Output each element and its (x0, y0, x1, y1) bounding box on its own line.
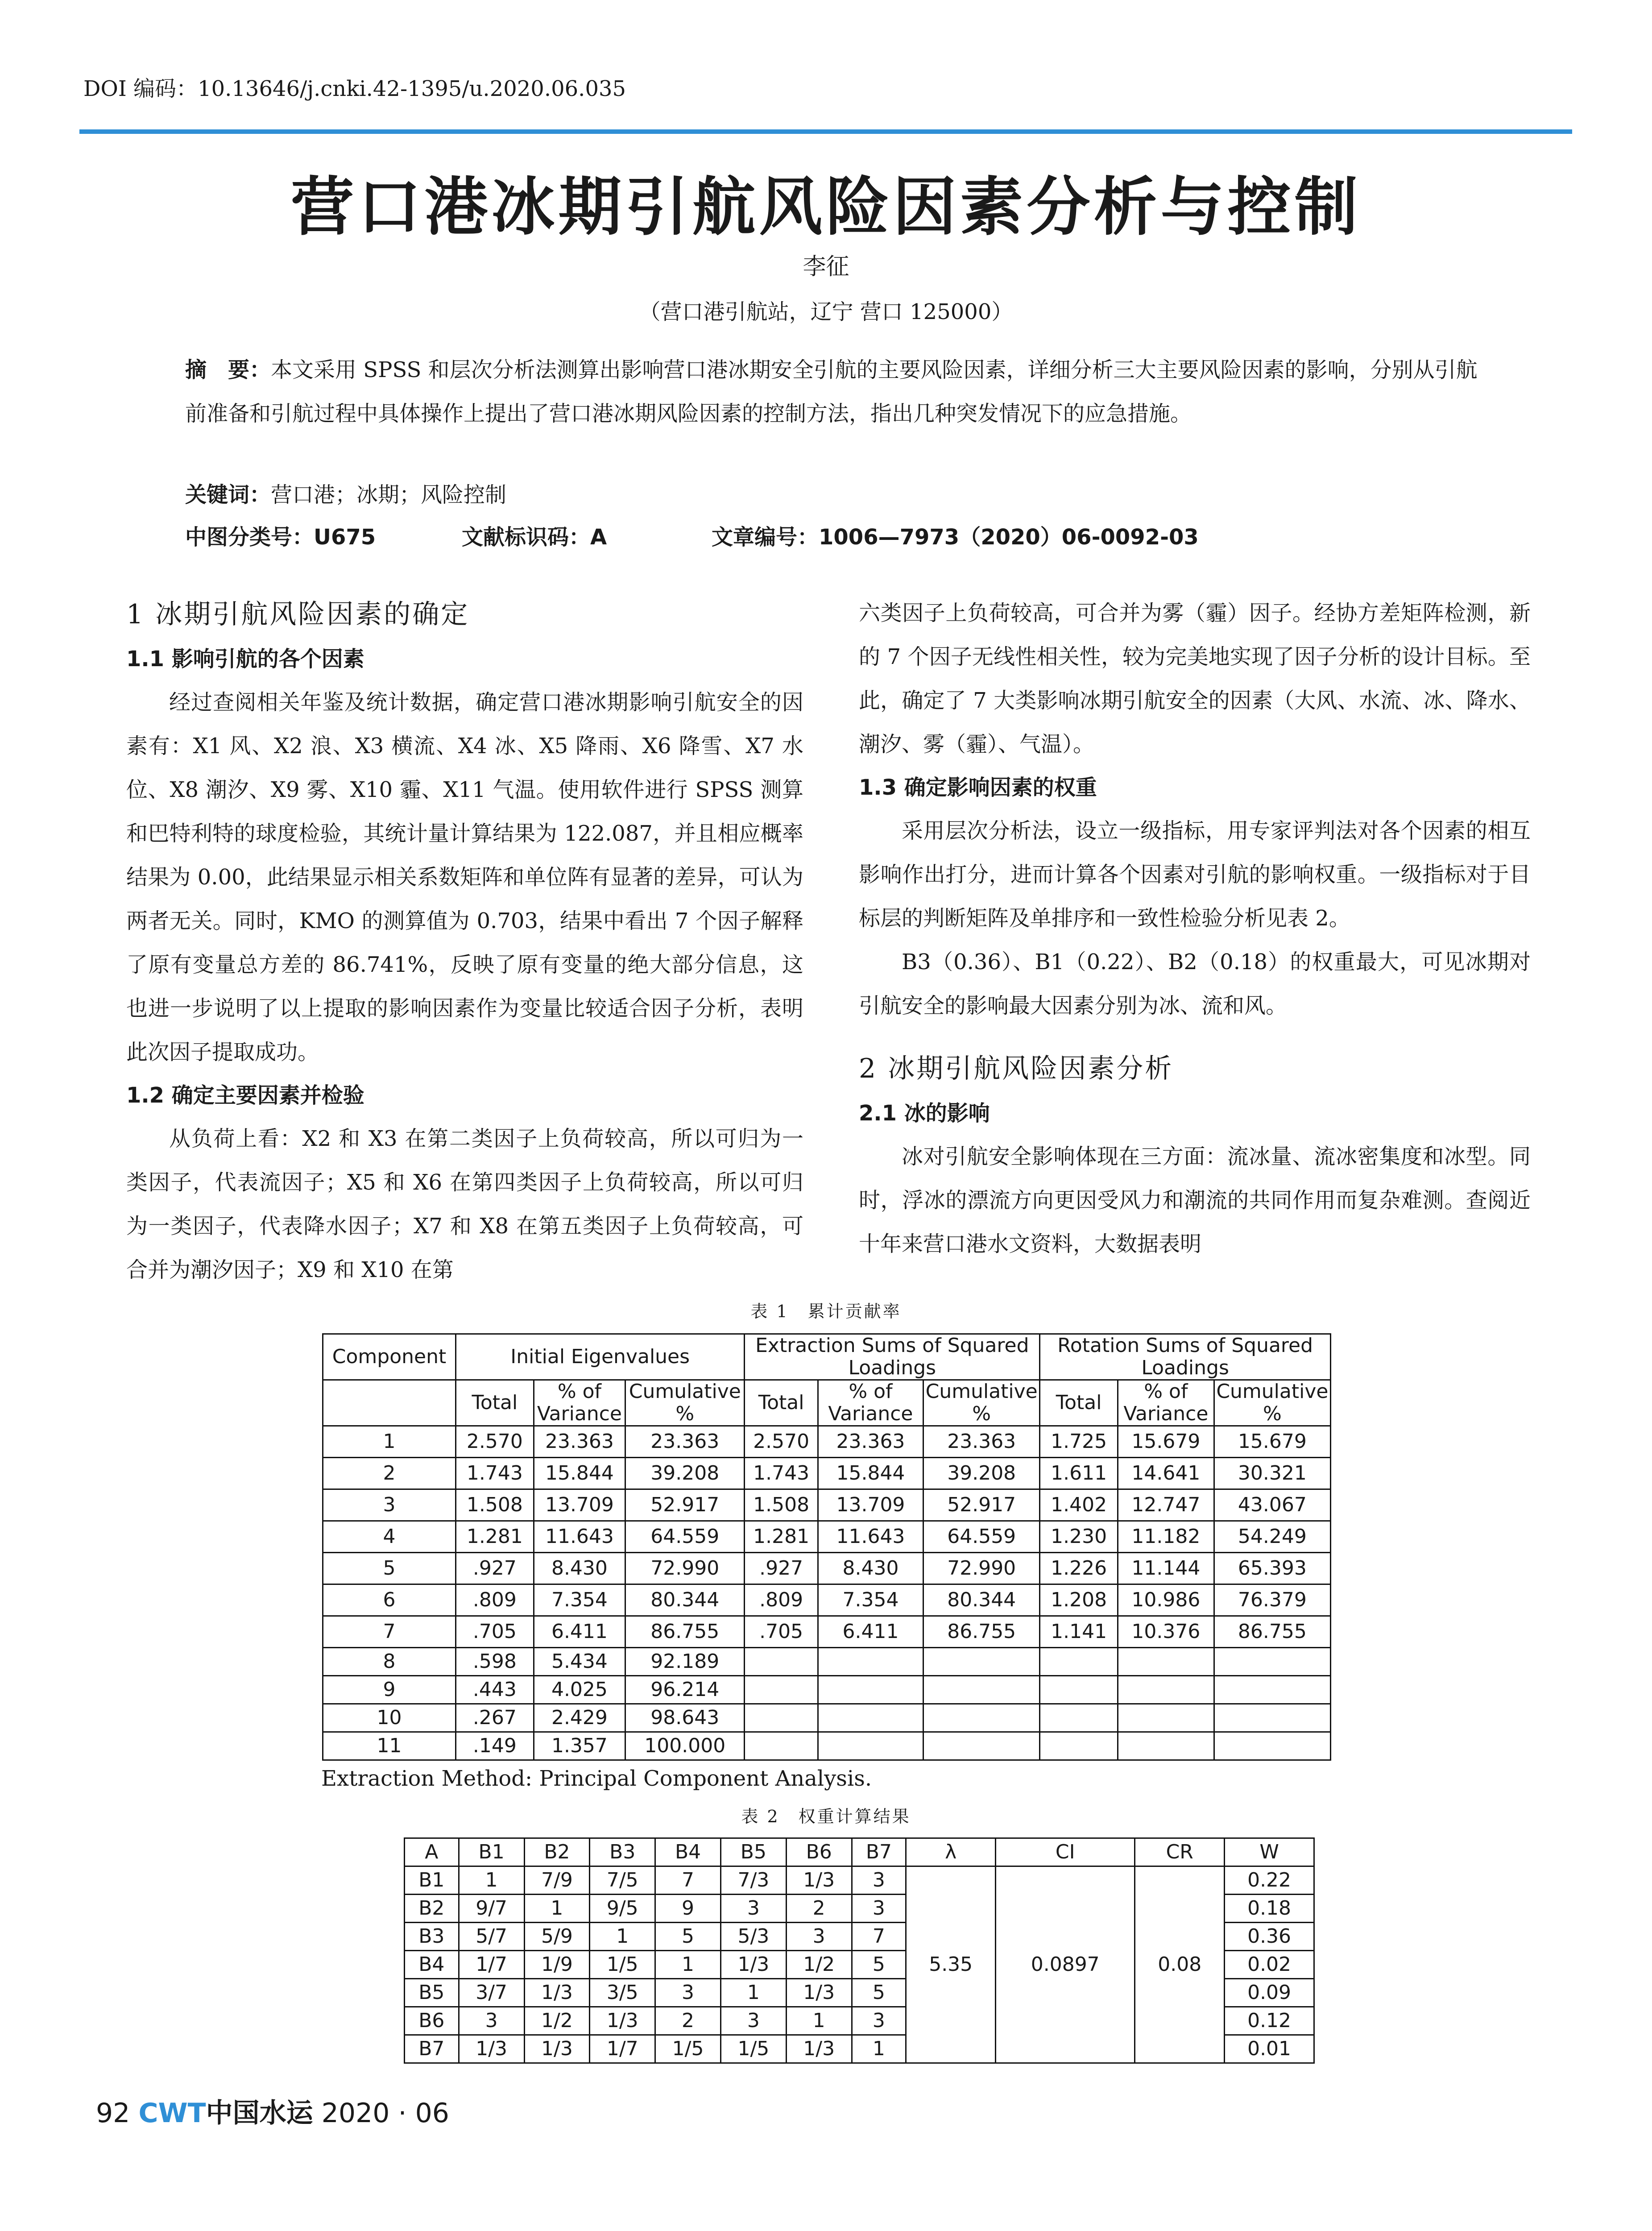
table-row (323, 1521, 1331, 1553)
document-code: 文献标识码：A (462, 525, 607, 550)
table-cell: 100.000 (625, 1732, 745, 1760)
table-cell (818, 1676, 923, 1704)
t1-header-component: Component (323, 1334, 456, 1380)
table-2 (404, 1837, 1315, 2064)
section-1-1-heading: 1.1 影响引航的各个因素 (126, 647, 364, 672)
table-cell (1040, 1732, 1118, 1760)
table-cell (818, 1648, 923, 1676)
table-cell: 10.376 (1118, 1616, 1214, 1648)
table-cell: 7/5 (590, 1866, 655, 1895)
t1-header-rotation: Rotation Sums of Squared Loadings (1040, 1334, 1331, 1380)
table-cell: 80.344 (625, 1584, 745, 1616)
table-cell: 3 (323, 1489, 456, 1521)
table-cell: .149 (456, 1732, 534, 1760)
section-2-1-paragraph: 冰对引航安全影响体现在三方面：流冰量、流冰密集度和冰型。同时，浮冰的漂流方向更因受风力和潮流的共同作用而复杂难测。查阅近十年来营口港水文资料，大数据表明 (859, 1144, 1531, 1256)
section-2-1-heading: 2.1 冰的影响 (859, 1101, 990, 1126)
table-row (323, 1732, 1331, 1760)
table-cell: 96.214 (625, 1676, 745, 1704)
table-cell: 10.986 (1118, 1584, 1214, 1616)
table-cell: 2.570 (456, 1426, 534, 1458)
table-cell: 7 (655, 1866, 721, 1895)
table-2-caption: 表 2 权重计算结果 (741, 1807, 911, 1826)
header-rule (79, 129, 1572, 134)
lambda-cell: 5.35 (906, 1866, 996, 2063)
table-cell: 7 (852, 1923, 906, 1951)
t1-header-total: Total (456, 1380, 534, 1426)
table-row (323, 1704, 1331, 1732)
table-cell: 15.679 (1214, 1426, 1330, 1458)
table-cell: 10 (323, 1704, 456, 1732)
table-cell: 23.363 (923, 1426, 1040, 1458)
table-header-cell: B4 (655, 1838, 721, 1866)
table-cell: 1 (655, 1951, 721, 1979)
table-cell: .927 (745, 1553, 818, 1584)
table-cell: .809 (745, 1584, 818, 1616)
table-cell (1214, 1732, 1330, 1760)
table-cell: 1 (524, 1895, 590, 1923)
table-cell: 9 (655, 1895, 721, 1923)
table-cell: 1.357 (534, 1732, 625, 1760)
table-cell (745, 1732, 818, 1760)
table-cell: 30.321 (1214, 1458, 1330, 1489)
t1-header-extraction: Extraction Sums of Squared Loadings (745, 1334, 1040, 1380)
table-header-cell: λ (906, 1838, 996, 1866)
page-number: 92 (96, 2098, 130, 2129)
table-cell: 5 (852, 1951, 906, 1979)
table-cell: 39.208 (923, 1458, 1040, 1489)
table-cell: 52.917 (923, 1489, 1040, 1521)
table-cell: 72.990 (625, 1553, 745, 1584)
table-header-cell: A (405, 1838, 459, 1866)
table-cell: .443 (456, 1676, 534, 1704)
table-cell: 1/3 (786, 2035, 852, 2063)
section-1-2-paragraph-continued: 六类因子上负荷较高，可合并为雾（霾）因子。经协方差矩阵检测，新的 7 个因子无线性相关性，较为完美地实现了因子分析的设计目标。至此，确定了 7 大类影响冰期引航安全的因素（大风、水流、冰、降水、潮汐、雾（霾）、气温）。 (859, 601, 1531, 757)
table-cell: 1.281 (456, 1521, 534, 1553)
t1-header-variance: % of Variance (534, 1380, 625, 1426)
table-cell (1118, 1676, 1214, 1704)
t1-header-total: Total (1040, 1380, 1118, 1426)
table-row (323, 1676, 1331, 1704)
table-cell: 3/5 (590, 1979, 655, 2007)
table-header-cell: CI (996, 1838, 1135, 1866)
table-cell: 1/3 (459, 2035, 524, 2063)
table-cell: 43.067 (1214, 1489, 1330, 1521)
abstract-text: 本文采用 SPSS 和层次分析法测算出影响营口港冰期安全引航的主要风险因素，详细分析三大主要风险因素的影响，分别从引航前准备和引航过程中具体操作上提出了营口港冰期风险因素的控制方法，指出几种突发情况下的应急措施。 (185, 357, 1478, 426)
table-cell: 1/3 (590, 2007, 655, 2035)
table-cell: .598 (456, 1648, 534, 1676)
table-cell: 7 (323, 1616, 456, 1648)
table-cell: 11.182 (1118, 1521, 1214, 1553)
table-cell: 1/5 (655, 2035, 721, 2063)
section-1-heading: 1 冰期引航风险因素的确定 (126, 599, 470, 630)
keywords-label: 关键词： (185, 482, 271, 507)
journal-name: 中国水运 (206, 2098, 313, 2129)
clc-number: 中图分类号：U675 (185, 525, 376, 550)
ci-cell: 0.0897 (996, 1866, 1135, 2063)
t1-header-total: Total (745, 1380, 818, 1426)
table-cell: 1/5 (590, 1951, 655, 1979)
table-cell: 4.025 (534, 1676, 625, 1704)
table-cell: 8.430 (534, 1553, 625, 1584)
table-cell (1118, 1648, 1214, 1676)
table-cell (1118, 1704, 1214, 1732)
table-cell: 7.354 (818, 1584, 923, 1616)
t1-header-cumulative: Cumulative % (1214, 1380, 1330, 1426)
table-row (405, 1866, 1314, 1895)
table-cell: 1.611 (1040, 1458, 1118, 1489)
table-cell: 1 (720, 1979, 786, 2007)
weight-cell: 0.18 (1225, 1895, 1314, 1923)
author: 李征 (803, 253, 849, 280)
table-cell: 1.230 (1040, 1521, 1118, 1553)
table-cell (923, 1648, 1040, 1676)
section-1-3-paragraph-1: 采用层次分析法，设立一级指标，用专家评判法对各个因素的相互影响作出打分，进而计算各个因素对引航的影响权重。一级指标对于目标层的判断矩阵及单排序和一致性检验分析见表 2。 (859, 818, 1531, 931)
table-row (323, 1616, 1331, 1648)
table-header-cell: W (1225, 1838, 1314, 1866)
article-title: 营口港冰期引航风险因素分析与控制 (290, 170, 1362, 244)
table-cell: 86.755 (923, 1616, 1040, 1648)
table-cell: 9/5 (590, 1895, 655, 1923)
table-cell: 1.402 (1040, 1489, 1118, 1521)
table-cell: 23.363 (625, 1426, 745, 1458)
table-cell (1214, 1704, 1330, 1732)
table-cell: B2 (405, 1895, 459, 1923)
table-cell (1214, 1648, 1330, 1676)
weight-cell: 0.22 (1225, 1866, 1314, 1895)
table-cell: B5 (405, 1979, 459, 2007)
t1-header-cumulative: Cumulative % (923, 1380, 1040, 1426)
table-row (323, 1426, 1331, 1458)
table-cell: 15.844 (818, 1458, 923, 1489)
table-cell: 72.990 (923, 1553, 1040, 1584)
table-cell: 1 (786, 2007, 852, 2035)
table-cell: 2 (655, 2007, 721, 2035)
table-cell: B7 (405, 2035, 459, 2063)
table-cell: 3 (852, 2007, 906, 2035)
table-cell (745, 1704, 818, 1732)
section-1-3-paragraph-2: B3（0.36）、B1（0.22）、B2（0.18）的权重最大，可见冰期对引航安全的影响最大因素分别为冰、流和风。 (859, 950, 1531, 1018)
table-cell: 65.393 (1214, 1553, 1330, 1584)
table-1-caption: 表 1 累计贡献率 (750, 1302, 902, 1321)
table-cell: 2.429 (534, 1704, 625, 1732)
affiliation: （营口港引航站，辽宁 营口 125000） (639, 299, 1013, 324)
table-cell: 11.643 (818, 1521, 923, 1553)
table-cell: 1 (459, 1866, 524, 1895)
section-1-2-paragraph: 从负荷上看：X2 和 X3 在第二类因子上负荷较高，所以可归为一类因子，代表流因子；X5 和 X6 在第四类因子上负荷较高，所以可归为一类因子，代表降水因子；X7 和 X8 在第五类因子上负荷较高，可合并为潮汐因子；X9 和 X10 在第 (126, 1126, 803, 1282)
table-cell: 1/3 (524, 1979, 590, 2007)
table-cell: 1.226 (1040, 1553, 1118, 1584)
table-cell: 86.755 (625, 1616, 745, 1648)
table-cell: 1/3 (786, 1979, 852, 2007)
table-cell: B3 (405, 1923, 459, 1951)
table-1 (322, 1333, 1331, 1761)
table-cell: 5/7 (459, 1923, 524, 1951)
table-cell: 3 (655, 1979, 721, 2007)
table-header-cell: B7 (852, 1838, 906, 1866)
table-cell: 76.379 (1214, 1584, 1330, 1616)
table-cell: 1.743 (745, 1458, 818, 1489)
table-header-cell: B2 (524, 1838, 590, 1866)
table-cell: 1.743 (456, 1458, 534, 1489)
table-cell: .809 (456, 1584, 534, 1616)
table-1-note: Extraction Method: Principal Component Analysis. (321, 1766, 872, 1791)
table-header-cell: CR (1135, 1838, 1225, 1866)
table-cell: 64.559 (625, 1521, 745, 1553)
t2-header-row (405, 1838, 1314, 1866)
table-cell: 1.141 (1040, 1616, 1118, 1648)
table-cell: 12.747 (1118, 1489, 1214, 1521)
table-cell: 7.354 (534, 1584, 625, 1616)
table-cell (923, 1732, 1040, 1760)
table-cell: 1/3 (720, 1951, 786, 1979)
table-cell: 3 (786, 1923, 852, 1951)
weight-cell: 0.09 (1225, 1979, 1314, 2007)
table-cell: 15.679 (1118, 1426, 1214, 1458)
table-cell: 7/9 (524, 1866, 590, 1895)
table-cell: 1 (323, 1426, 456, 1458)
table-cell: 3 (720, 1895, 786, 1923)
table-cell: 23.363 (534, 1426, 625, 1458)
table-cell: 1.508 (456, 1489, 534, 1521)
section-2-heading: 2 冰期引航风险因素分析 (859, 1053, 1174, 1084)
table-cell: 52.917 (625, 1489, 745, 1521)
table-cell: 7/3 (720, 1866, 786, 1895)
table-cell: 9/7 (459, 1895, 524, 1923)
table-cell: 14.641 (1118, 1458, 1214, 1489)
abstract (185, 348, 1483, 435)
weight-cell: 0.36 (1225, 1923, 1314, 1951)
table-row (323, 1458, 1331, 1489)
table-cell: 1/5 (720, 2035, 786, 2063)
table-cell: 5 (323, 1553, 456, 1584)
issue-label: 2020 · 06 (321, 2098, 449, 2129)
table-cell: 23.363 (818, 1426, 923, 1458)
table-cell: 15.844 (534, 1458, 625, 1489)
table-cell: 8.430 (818, 1553, 923, 1584)
table-cell: 9 (323, 1676, 456, 1704)
table-header-cell: B5 (720, 1838, 786, 1866)
table-cell: 98.643 (625, 1704, 745, 1732)
table-cell: 3 (852, 1866, 906, 1895)
table-cell: 6.411 (534, 1616, 625, 1648)
abstract-label: 摘 要： (185, 357, 271, 382)
table-cell: 1.208 (1040, 1584, 1118, 1616)
table-cell: 1 (852, 2035, 906, 2063)
table-header-cell: B6 (786, 1838, 852, 1866)
table-cell: .927 (456, 1553, 534, 1584)
table-cell: 1/2 (524, 2007, 590, 2035)
section-1-2-heading: 1.2 确定主要因素并检验 (126, 1083, 364, 1108)
table-cell: 1/7 (590, 2035, 655, 2063)
table-cell: 2.570 (745, 1426, 818, 1458)
table-cell: 1.725 (1040, 1426, 1118, 1458)
table-cell: 1/7 (459, 1951, 524, 1979)
table-cell: 13.709 (534, 1489, 625, 1521)
table-cell: .705 (745, 1616, 818, 1648)
weight-cell: 0.12 (1225, 2007, 1314, 2035)
left-column (126, 591, 803, 1292)
table-cell: 3 (459, 2007, 524, 2035)
table-cell (745, 1648, 818, 1676)
t1-header-blank (323, 1380, 456, 1426)
table-header-cell: B1 (459, 1838, 524, 1866)
table-cell: B4 (405, 1951, 459, 1979)
table-cell: 11.144 (1118, 1553, 1214, 1584)
table-cell: 5.434 (534, 1648, 625, 1676)
table-cell: 54.249 (1214, 1521, 1330, 1553)
t1-header-variance: % of Variance (1118, 1380, 1214, 1426)
table-cell: 2 (786, 1895, 852, 1923)
cr-cell: 0.08 (1135, 1866, 1225, 2063)
table-cell: 8 (323, 1648, 456, 1676)
section-1-1-paragraph: 经过查阅相关年鉴及统计数据，确定营口港冰期影响引航安全的因素有：X1 风、X2 浪、X3 横流、X4 冰、X5 降雨、X6 降雪、X7 水位、X8 潮汐、X9 雾、X10 霾、X11 气温。使用软件进行 SPSS 测算和巴特利特的球度检验，其统计量计算结果为 122.087，并且相应概率结果为 0.00，此结果显示相关系数矩阵和单位阵有显著的差异，可认为两者无关。同时，KMO 的测算值为 0.703，结果中看出 7 个因子解释了原有变量总方差的 86.741%，反映了原有变量的绝大部分信息，这也进一步说明了以上提取的影响因素作为变量比较适合因子分析，表明此次因子提取成功。 (126, 690, 803, 1065)
weight-cell: 0.01 (1225, 2035, 1314, 2063)
table-header-cell: B3 (590, 1838, 655, 1866)
table-cell: 11 (323, 1732, 456, 1760)
table-cell: B1 (405, 1866, 459, 1895)
table-cell: 5 (655, 1923, 721, 1951)
article-number: 文章编号：1006—7973（2020）06-0092-03 (712, 525, 1199, 550)
table-cell: 1/2 (786, 1951, 852, 1979)
t2-body (405, 1866, 1314, 2063)
table-row (323, 1489, 1331, 1521)
table-row (323, 1553, 1331, 1584)
table-cell: .267 (456, 1704, 534, 1732)
table-cell: 2 (323, 1458, 456, 1489)
classification-row (185, 520, 1199, 551)
table-cell (1214, 1676, 1330, 1704)
table-cell: 6.411 (818, 1616, 923, 1648)
table-cell: 5/3 (720, 1923, 786, 1951)
table-cell (923, 1676, 1040, 1704)
table-cell: 3/7 (459, 1979, 524, 2007)
table-cell: 80.344 (923, 1584, 1040, 1616)
table-cell: 11.643 (534, 1521, 625, 1553)
table-cell: 64.559 (923, 1521, 1040, 1553)
t1-body (323, 1426, 1331, 1760)
table-cell (818, 1704, 923, 1732)
table-cell: 1/3 (786, 1866, 852, 1895)
t1-header-variance: % of Variance (818, 1380, 923, 1426)
table-cell: .705 (456, 1616, 534, 1648)
table-cell (1040, 1676, 1118, 1704)
table-cell: 1/9 (524, 1951, 590, 1979)
keywords-text: 营口港；冰期；风险控制 (271, 482, 507, 507)
table-cell: 1.508 (745, 1489, 818, 1521)
table-cell: 1 (590, 1923, 655, 1951)
page-footer (96, 2092, 449, 2130)
table-cell (923, 1704, 1040, 1732)
table-cell: 1/3 (524, 2035, 590, 2063)
right-column (859, 591, 1531, 1266)
table-cell: 86.755 (1214, 1616, 1330, 1648)
table-cell: 5/9 (524, 1923, 590, 1951)
table-cell: 5 (852, 1979, 906, 2007)
table-cell: 13.709 (818, 1489, 923, 1521)
table-cell (1040, 1648, 1118, 1676)
t1-header-cumulative: Cumulative % (625, 1380, 745, 1426)
table-cell: 4 (323, 1521, 456, 1553)
table-cell: 3 (720, 2007, 786, 2035)
weight-cell: 0.02 (1225, 1951, 1314, 1979)
table-cell (1118, 1732, 1214, 1760)
table-cell (1040, 1704, 1118, 1732)
keywords (185, 477, 506, 508)
table-cell: 3 (852, 1895, 906, 1923)
table-cell: 1.281 (745, 1521, 818, 1553)
section-1-3-heading: 1.3 确定影响因素的权重 (859, 775, 1097, 800)
table-cell (745, 1676, 818, 1704)
table-cell: 6 (323, 1584, 456, 1616)
journal-logo: CWT (138, 2098, 206, 2129)
table-row (323, 1584, 1331, 1616)
table-cell: B6 (405, 2007, 459, 2035)
doi-line: DOI 编码：10.13646/j.cnki.42-1395/u.2020.06.035 (83, 76, 626, 101)
table-row (323, 1648, 1331, 1676)
t1-header-initial: Initial Eigenvalues (456, 1334, 745, 1380)
table-cell (818, 1732, 923, 1760)
table-cell: 39.208 (625, 1458, 745, 1489)
table-cell: 92.189 (625, 1648, 745, 1676)
